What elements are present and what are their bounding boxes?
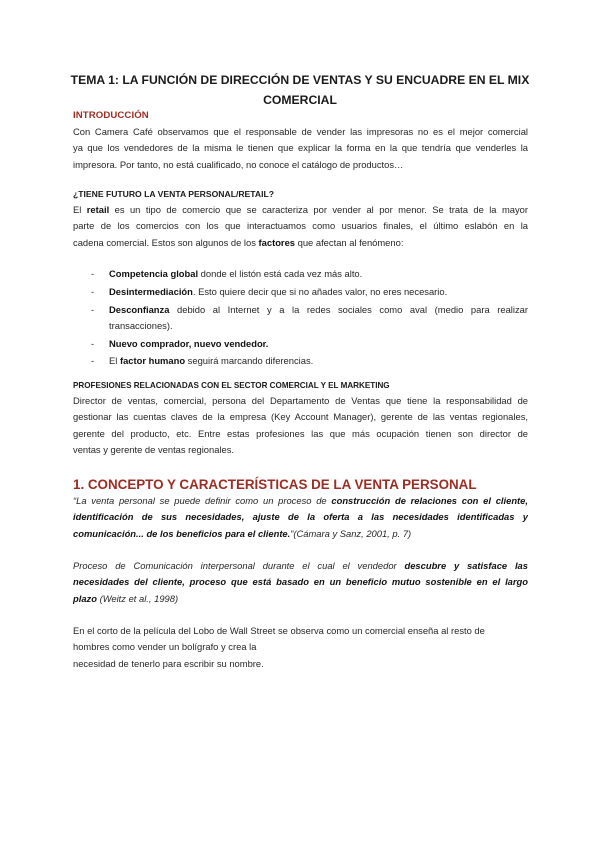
intro-line: ya que los vendedores de la misma le tienen que explicar la forma en la que tendría que venderles la bbox=[73, 142, 528, 154]
list-item: - Desintermediación. Esto quiere decir que si no añades valor, no eres necesario. bbox=[73, 284, 528, 300]
futuro-line: El retail es un tipo de comercio que se caracteriza por vender al por menor. Se trata de la mayor bbox=[73, 204, 528, 215]
futuro-heading: ¿TIENE FUTURO LA VENTA PERSONAL/RETAIL? bbox=[73, 189, 274, 199]
intro-line: impresora. Por tanto, no está cualificado, no conoce el catálogo de productos… bbox=[73, 158, 404, 170]
profesiones-line: ventas y gerente de ventas regionales. bbox=[73, 443, 235, 455]
wall-street-line: necesidad de tenerlo para escribir su nombre. bbox=[73, 657, 264, 669]
futuro-line: cadena comercial. Estos son algunos de los factores que afectan al fenómeno: bbox=[73, 236, 404, 248]
factores-term: factores bbox=[258, 236, 296, 248]
title-line-2: COMERCIAL bbox=[263, 93, 337, 107]
intro-line: Con Camera Café observamos que el responsable de vender las impresoras no es el mejor comercial bbox=[73, 126, 528, 137]
list-item: - El factor humano seguirá marcando diferencias. bbox=[73, 353, 528, 369]
futuro-paragraph bbox=[73, 202, 528, 251]
wall-street-paragraph bbox=[73, 623, 528, 672]
list-item: - Nuevo comprador, nuevo vendedor. bbox=[73, 336, 528, 352]
bullet-dash: - bbox=[91, 268, 95, 279]
title-line-1: TEMA 1: LA FUNCIÓN DE DIRECCIÓN DE VENTAS Y SU ENCUADRE EN EL MIX bbox=[70, 73, 530, 87]
bullet-dash: - bbox=[91, 285, 95, 297]
profesiones-heading: PROFESIONES RELACIONADAS CON EL SECTOR COMERCIAL Y EL MARKETING bbox=[73, 381, 390, 390]
definition-quote-1: “La venta personal se puede definir como un proceso de construcción de relaciones con el cliente, identificación de sus necesidades, ajuste de la oferta a las necesidades identificadas y comunicación... de los beneficios para el cliente.”(Cámara y Sanz, 2001, p. 7) bbox=[73, 495, 528, 539]
list-item: - Desconfianza debido al Internet y a la redes sociales como aval (medio para realizar transacciones). bbox=[91, 303, 528, 331]
profesiones-line: Director de ventas, comercial, persona del Departamento de Ventas que tiene la responsabilidad de bbox=[73, 395, 528, 406]
bullet-dash: - bbox=[91, 303, 95, 315]
futuro-line: parte de los comercios con los que interactuamos como usuarios finales, el último eslabón en la bbox=[73, 220, 528, 232]
list-item: - Competencia global donde el listón está cada vez más alto. bbox=[73, 266, 528, 282]
wall-street-line: En el corto de la película del Lobo de Wall Street se observa como un comercial enseña al resto de bbox=[73, 625, 485, 636]
bullet-dash: - bbox=[91, 337, 95, 349]
wall-street-line: hombres como vender un bolígrafo y crea la bbox=[73, 641, 257, 653]
intro-heading: INTRODUCCIÓN bbox=[73, 110, 149, 121]
profesiones-paragraph bbox=[73, 393, 528, 458]
section-1-heading: 1. CONCEPTO Y CARACTERÍSTICAS DE LA VENTA PERSONAL bbox=[73, 477, 477, 492]
profesiones-line: gestionar las cuentas claves de la empresa (Key Account Manager), gerente de las ventas regionales, bbox=[73, 411, 528, 423]
intro-paragraph bbox=[73, 124, 528, 173]
bullet-dash: - bbox=[91, 355, 95, 367]
page-title bbox=[60, 70, 540, 110]
factors-list bbox=[73, 266, 528, 371]
profesiones-line: gerente del producto, etc. Entre estas profesiones las que más ocupación tienen son director de bbox=[73, 427, 528, 439]
definition-quote-2: Proceso de Comunicación interpersonal durante el cual el vendedor descubre y satisface las necesidades del cliente, proceso que está basado en un beneficio mutuo sostenible en el largo plazo (Weitz et al., 1998) bbox=[73, 560, 528, 604]
retail-term: retail bbox=[86, 204, 110, 215]
